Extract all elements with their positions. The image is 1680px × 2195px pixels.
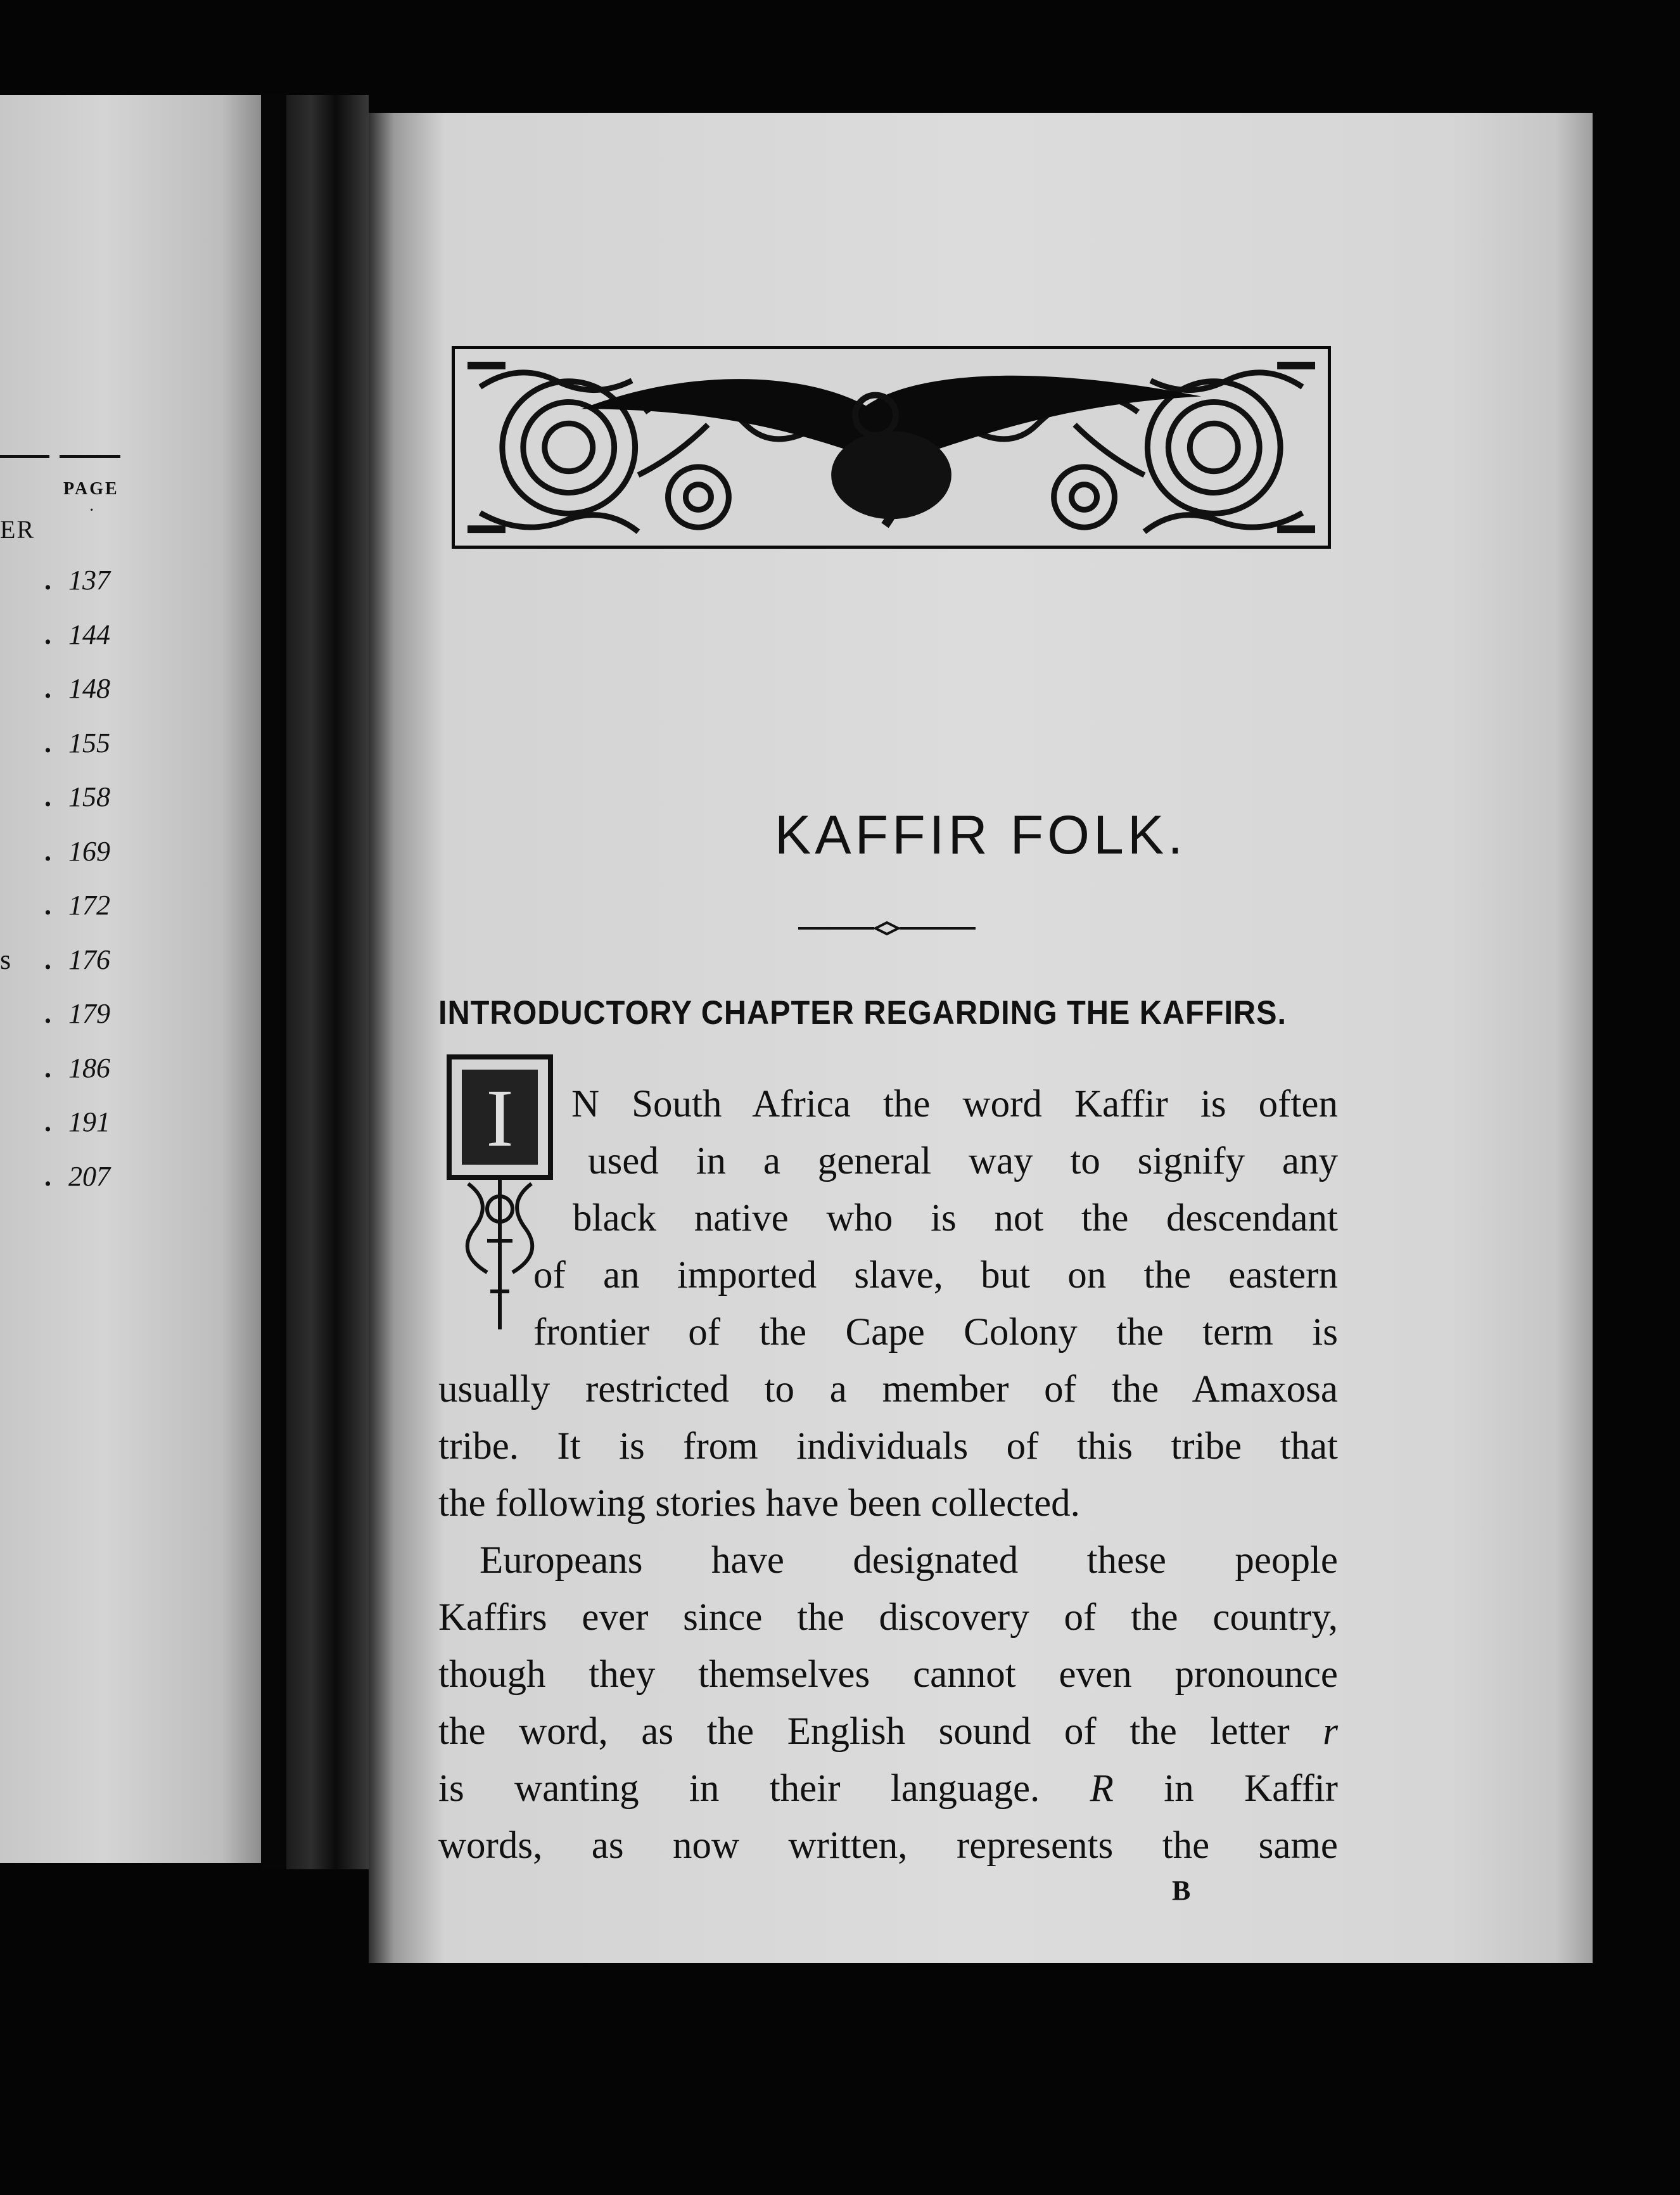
italic-letter: r	[1323, 1710, 1338, 1753]
toc-leader-dot: .	[44, 618, 51, 650]
toc-page-number: 186	[68, 1052, 110, 1084]
toc-page-number: 158	[68, 781, 110, 812]
body-text-line: Europeans have designated these people	[480, 1539, 1338, 1582]
rule-line	[60, 455, 120, 458]
signature-mark: B	[1172, 1875, 1191, 1906]
toc-leader-dot: .	[44, 1106, 51, 1137]
body-text-line: used in a general way to signify any	[588, 1140, 1338, 1182]
toc-page-number: 191	[68, 1106, 110, 1137]
italic-letter: R	[1090, 1767, 1114, 1810]
book-spine-shadow	[286, 95, 369, 1869]
previous-page	[0, 95, 261, 1863]
toc-leader-dot: .	[44, 727, 51, 758]
book-page	[369, 113, 1593, 1963]
toc-chapter-header-fragment: ER	[0, 515, 35, 544]
toc-row	[0, 672, 139, 727]
toc-leader-dot: .	[44, 998, 51, 1029]
body-text-line: black native who is not the descendant	[573, 1197, 1338, 1239]
toc-page-number: 144	[68, 618, 110, 650]
body-text-line: usually restricted to a member of the Amaxosa	[438, 1368, 1338, 1411]
toc-row	[0, 1106, 139, 1160]
body-text-line: is wanting in their language. R in Kaffir	[438, 1767, 1338, 1810]
bird-scroll-ornament-icon	[455, 349, 1328, 546]
toc-row	[0, 997, 139, 1052]
body-text-line: of an imported slave, but on the eastern	[533, 1254, 1338, 1296]
drop-cap-letter: I	[486, 1073, 514, 1164]
body-text-line: tribe. It is from individuals of this tribe that	[438, 1425, 1338, 1468]
page-title: KAFFIR FOLK.	[774, 805, 1187, 866]
toc-page-number: 207	[68, 1160, 110, 1192]
chapter-heading: INTRODUCTORY CHAPTER REGARDING THE KAFFIRS.	[438, 994, 1287, 1032]
toc-page-number: 179	[68, 998, 110, 1029]
toc-row	[0, 889, 139, 944]
toc-row	[0, 618, 139, 673]
toc-page-number: 148	[68, 673, 110, 704]
toc-leader-dot: .	[44, 673, 51, 704]
body-text-line: the word, as the English sound of the letter r	[438, 1710, 1338, 1753]
body-text-line: words, as now written, represents the same	[438, 1824, 1338, 1867]
toc-leader-dot: .	[44, 835, 51, 867]
title-diamond-rule-icon	[798, 919, 976, 938]
toc-leader-dot: .	[44, 1052, 51, 1084]
toc-page-number: 176	[68, 944, 110, 975]
toc-page-number: 155	[68, 727, 110, 758]
toc-page-header: PAGE	[63, 479, 119, 499]
show-through-text	[442, 544, 1341, 599]
decorated-initial-icon	[443, 1051, 557, 1342]
toc-row	[0, 1160, 139, 1215]
toc-row	[0, 1052, 139, 1106]
toc-leader-dot: .	[44, 944, 51, 975]
book-gutter	[261, 95, 286, 1869]
toc-leader-dot: .	[44, 890, 51, 921]
rule-line	[0, 455, 49, 458]
body-text-line: Kaffirs ever since the discovery of the country,	[438, 1596, 1338, 1639]
body-text-line: the following stories have been collected.	[438, 1482, 1080, 1525]
toc-leader-dot: .	[44, 781, 51, 812]
toc-page-number: 137	[68, 565, 110, 596]
toc-row	[0, 944, 139, 998]
table-of-contents-list	[0, 564, 139, 1214]
toc-row	[0, 564, 139, 618]
toc-header-dot: ·	[89, 501, 95, 520]
toc-row	[0, 781, 139, 835]
toc-title-fragment: s	[0, 944, 11, 975]
body-text-line: N South Africa the word Kaffir is often	[571, 1083, 1338, 1125]
toc-row	[0, 727, 139, 781]
toc-page-number: 169	[68, 835, 110, 867]
body-text-line: frontier of the Cape Colony the term is	[533, 1311, 1338, 1353]
toc-leader-dot: .	[44, 565, 51, 596]
toc-leader-dot: .	[44, 1160, 51, 1192]
body-text-line: though they themselves cannot even pronounce	[438, 1653, 1338, 1696]
toc-row	[0, 835, 139, 890]
ornamental-headpiece	[452, 346, 1331, 549]
toc-page-number: 172	[68, 890, 110, 921]
